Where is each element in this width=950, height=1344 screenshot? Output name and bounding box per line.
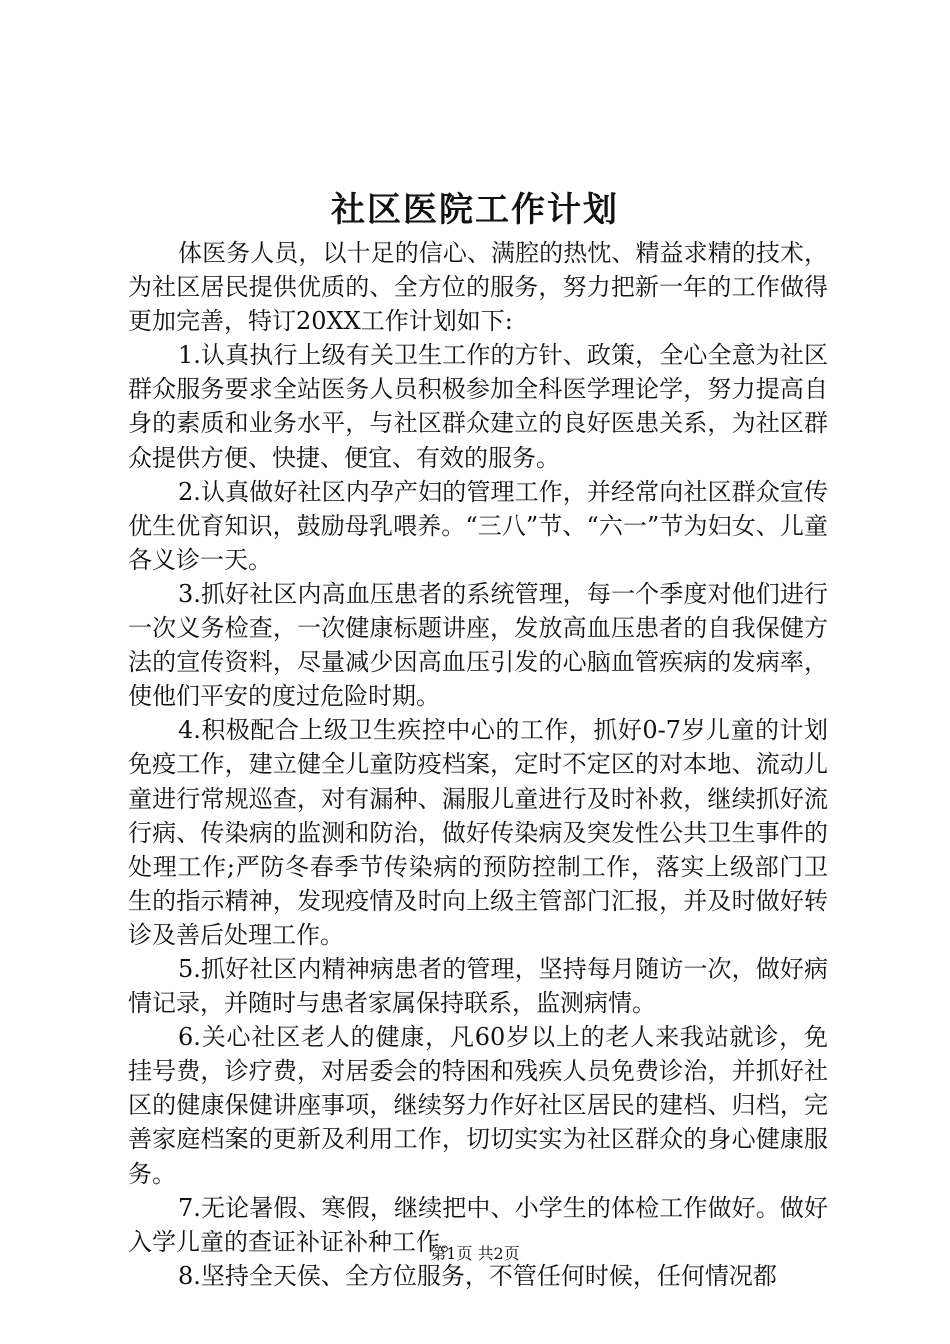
paragraph-item-8: 8.坚持全天侯、全方位服务，不管任何时候，任何情况都 bbox=[178, 1261, 777, 1290]
paragraph-item-6: 6.关心社区老人的健康，凡60岁以上的老人来我站就诊，免挂号费，诊疗费，对居委会的特困和残疾人员免费诊治，并抓好社区的健康保健讲座事项，继续努力作好社区居民的建档、归档，完善家庭档案的更新及利用工作，切切实实为社区群众的身心健康服务。 bbox=[128, 1023, 828, 1188]
paragraph-item-3: 3.抓好社区内高血压患者的系统管理，每一个季度对他们进行一次义务检查，一次健康标题讲座，发放高血压患者的自我保健方法的宣传资料，尽量减少因高血压引发的心脑血管疾病的发病率，使他们平安的度过危险时期。 bbox=[128, 579, 828, 711]
document-body bbox=[128, 236, 828, 1293]
paragraph-item-1: 1.认真执行上级有关卫生工作的方针、政策，全心全意为社区群众服务要求全站医务人员积极参加全科医学理论学，努力提高自身的素质和业务水平，与社区群众建立的良好医患关系，为社区群众提供方便、快捷、便宜、有效的服务。 bbox=[128, 341, 828, 472]
paragraph-item-2: 2.认真做好社区内孕产妇的管理工作，并经常向社区群众宣传优生优育知识，鼓励母乳喂养。“三八”节、“六一”节为妇女、儿童各义诊一天。 bbox=[128, 477, 828, 574]
paragraph-item-5: 5.抓好社区内精神病患者的管理，坚持每月随访一次，做好病情记录，并随时与患者家属保持联系，监测病情。 bbox=[128, 954, 828, 1018]
document-title: 社区医院工作计划 bbox=[331, 190, 619, 230]
page-footer: 第1页 共2页 bbox=[430, 1244, 520, 1263]
paragraph-item-4: 4.积极配合上级卫生疾控中心的工作，抓好0-7岁儿童的计划免疫工作，建立健全儿童防疫档案，定时不定区的对本地、流动儿童进行常规巡查，对有漏种、漏服儿童进行及时补救，继续抓好流行病、传染病的监测和防治，做好传染病及突发性公共卫生事件的处理工作;严防冬春季节传染病的预防控制工作，落实上级部门卫生的指示精神，发现疫情及时向上级主管部门汇报，并及时做好转诊及善后处理工作。 bbox=[128, 716, 828, 949]
paragraph-intro: 体医务人员，以十足的信心、满腔的热忱、精益求精的技术，为社区居民提供优质的、全方位的服务，努力把新一年的工作做得更加完善，特订20XX工作计划如下: bbox=[128, 239, 828, 336]
paragraph-item-7: 7.无论暑假、寒假，继续把中、小学生的体检工作做好。做好入学儿童的查证补证补种工作。 bbox=[128, 1193, 828, 1256]
